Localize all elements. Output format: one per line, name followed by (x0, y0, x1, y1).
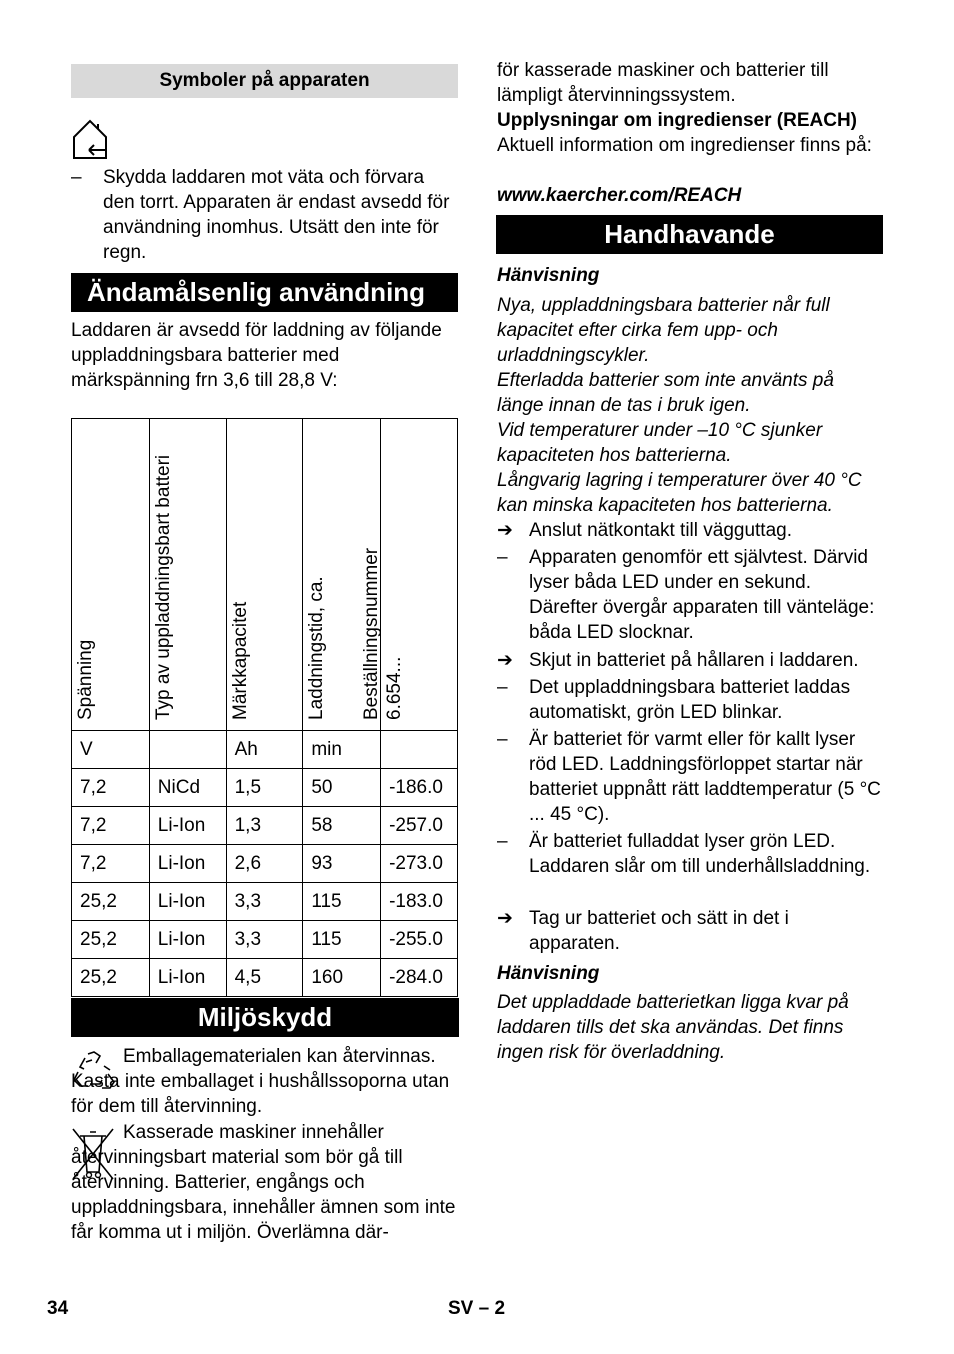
table-cell: 25,2 (72, 959, 150, 997)
table-cell: -186.0 (381, 769, 458, 807)
step-text: Är batteriet fulladdat lyser grön LED. Laddaren slår om till underhållsladdning. (529, 831, 871, 877)
step-text: Apparaten genomför ett självtest. Därvid lyser båda LED under en sekund. Därefter övergår apparaten till vänteläge: båda LED slocknar. (529, 547, 875, 643)
table-header (361, 419, 458, 731)
table-cell: 2,6 (226, 845, 303, 883)
env-text-2: Kasserade maskiner innehåller återvinningsbart material som bör gå till återvinning. Batterier, engångs och uppladdningsbara, innehåller ämnen som inte får komma ut i miljön. Överlämna där- (71, 1122, 456, 1243)
table-cell: 7,2 (72, 807, 150, 845)
arrow-icon: ➔ (497, 908, 513, 929)
arrow-icon: ➔ (497, 520, 513, 541)
table-row (72, 807, 458, 845)
table-row (72, 959, 458, 997)
table-cell: min (303, 731, 381, 769)
dash-marker: – (71, 167, 82, 188)
table-header (72, 419, 150, 731)
note-line: Efterladda batterier som inte använts på länge innan de tas i bruk igen. (497, 370, 834, 416)
note-line: Vid temperaturer under –10 °C sjunker kapaciteten hos batterierna. (497, 420, 823, 466)
arrow-icon: ➔ (497, 650, 513, 671)
note2-label: Hänvisning (497, 963, 600, 984)
table-cell: NiCd (149, 769, 226, 807)
table-cell: 3,3 (226, 921, 303, 959)
table-row (72, 921, 458, 959)
table-cell: 160 (303, 959, 381, 997)
section-label: SV – 2 (448, 1298, 506, 1319)
indoor-use-icon (71, 118, 111, 160)
battery-table (71, 418, 458, 997)
purpose-heading: Ändamålsenlig användning (71, 273, 458, 312)
symbol-bullet (71, 165, 458, 265)
dash-marker: – (497, 677, 508, 698)
header-text: Laddningstid, ca. (306, 576, 328, 720)
table-cell: 7,2 (72, 769, 150, 807)
note2-text: Det uppladdade batterietkan ligga kvar på laddaren tills det ska användas. Det finns ingen risk för överladdning. (497, 992, 849, 1063)
table-cell: 4,5 (226, 959, 303, 997)
step-text: Anslut nätkontakt till vägguttag. (529, 520, 792, 541)
header-text: Märkkapacitet (229, 601, 251, 720)
dash-marker: – (497, 729, 508, 750)
table-cell: 115 (303, 921, 381, 959)
table-cell: 93 (303, 845, 381, 883)
table-header (226, 419, 303, 731)
symbol-bullet-text: Skydda laddaren mot väta och förvara den torrt. Apparaten är endast avsedd för användning inomhus. Utsätt den inte för regn. (103, 167, 450, 263)
table-row (72, 883, 458, 921)
table-cell: -273.0 (381, 845, 458, 883)
purpose-text: Laddaren är avsedd för laddning av följande uppladdningsbara batterier med märkspänning frn 3,6 till 28,8 V: (71, 320, 442, 391)
table-cell: -255.0 (381, 921, 458, 959)
note-label: Hänvisning (497, 265, 600, 286)
table-cell: Li-Ion (149, 959, 226, 997)
table-cell: Li-Ion (149, 807, 226, 845)
table-cell: 25,2 (72, 883, 150, 921)
units-row (72, 731, 458, 769)
table-cell: Li-Ion (149, 845, 226, 883)
reach-heading: Upplysningar om ingredienser (REACH) (497, 110, 857, 131)
handling-heading: Handhavande (496, 215, 883, 254)
header-text: Typ av uppladdningsbart batteri (152, 454, 174, 720)
table-cell: -257.0 (381, 807, 458, 845)
table-cell: 50 (303, 769, 381, 807)
dash-marker: – (497, 831, 508, 852)
reach-text: Aktuell information om ingredienser finns på: (497, 135, 872, 156)
note-line: Långvarig lagring i temperaturer över 40 °C kan minska kapaciteten hos batterierna. (497, 470, 862, 516)
table-cell: Ah (226, 731, 303, 769)
table-row (72, 845, 458, 883)
table-header (149, 419, 226, 731)
table-cell: Li-Ion (149, 921, 226, 959)
table-row (72, 769, 458, 807)
note-line: Nya, uppladdningsbara batterier når full kapacitet efter cirka fem upp- och urladdningscykler. (497, 295, 830, 366)
table-cell: 1,3 (226, 807, 303, 845)
table-cell: 115 (303, 883, 381, 921)
step-text: Tag ur batteriet och sätt in det i apparaten. (529, 908, 789, 954)
header-text: Spänning (75, 639, 96, 720)
table-cell: 7,2 (72, 845, 150, 883)
symbols-heading: Symboler på apparaten (71, 64, 458, 98)
table-cell: -284.0 (381, 959, 458, 997)
env-text-1: Emballagematerialen kan återvinnas. Kasta inte emballaget i hushållssoporna utan för dem till återvinning. (71, 1046, 450, 1117)
page-number: 34 (47, 1298, 69, 1319)
table-cell: 58 (303, 807, 381, 845)
table-cell: 1,5 (226, 769, 303, 807)
dash-marker: – (497, 547, 508, 568)
table-cell: 25,2 (72, 921, 150, 959)
step-text: Skjut in batteriet på hållaren i laddaren. (529, 650, 859, 671)
environment-heading: Miljöskydd (71, 998, 459, 1037)
step-text: Det uppladdningsbara batteriet laddas automatiskt, grön LED blinkar. (529, 677, 851, 723)
reach-url[interactable]: www.kaercher.com/REACH (497, 185, 742, 206)
table-cell (149, 731, 226, 769)
step-text: Är batteriet för varmt eller för kallt lyser röd LED. Laddningsförloppet startar när batteriet uppnått rätt laddtemperatur (5 °C ... 45 °C). (529, 729, 881, 825)
header-text: Beställningsnummer 6.654... (361, 547, 406, 720)
table-cell: V (72, 731, 150, 769)
table-cell (381, 731, 458, 769)
table-cell: Li-Ion (149, 883, 226, 921)
table-cell: -183.0 (381, 883, 458, 921)
table-cell: 3,3 (226, 883, 303, 921)
continued-text: för kasserade maskiner och batterier till lämpligt återvinningssystem. (497, 60, 829, 106)
